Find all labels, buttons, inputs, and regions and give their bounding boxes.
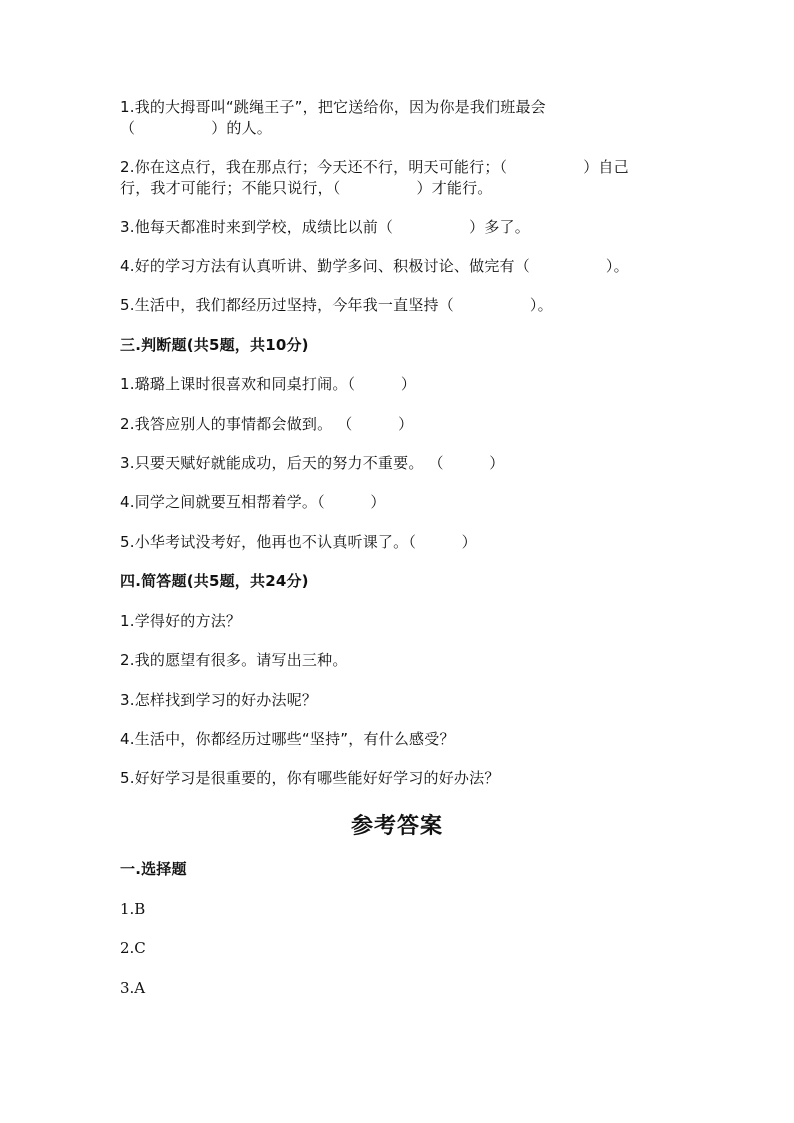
short-question-2: 2.我的愿望有很多。请写出三种。 [120, 651, 348, 669]
judge-question-5: 5.小华考试没考好，他再也不认真听课了。（ ） [120, 533, 477, 551]
short-question-1: 1.学得好的方法？ [120, 612, 242, 630]
fill-question-4: 4.好的学习方法有认真听讲、勤学多问、积极讨论、做完有（ ）。 [120, 257, 629, 275]
short-question-3: 3.怎样找到学习的好办法呢？ [120, 691, 318, 709]
judge-question-1: 1.璐璐上课时很喜欢和同桌打闹。（ ） [120, 375, 417, 393]
fill-question-3: 3.他每天都准时来到学校，成绩比以前（ ）多了。 [120, 218, 530, 236]
judge-question-3: 3.只要天赋好就能成功，后天的努力不重要。 （ ） [120, 454, 505, 472]
answer-item-2: 2.C [120, 939, 146, 957]
answer-item-3: 3.A [120, 979, 146, 997]
fill-question-2-line-1: 2.你在这点行，我在那点行；今天还不行，明天可能行；（ ）自己 [120, 158, 629, 176]
section-4-heading: 四.简答题(共5题，共24分) [120, 572, 309, 590]
judge-question-2: 2.我答应别人的事情都会做到。 （ ） [120, 415, 414, 433]
short-question-4: 4.生活中，你都经历过哪些“坚持”，有什么感受？ [120, 730, 455, 748]
judge-question-4: 4.同学之间就要互相帮着学。（ ） [120, 493, 386, 511]
answers-title: 参考答案 [350, 813, 443, 839]
fill-question-1-line-1: 1.我的大拇哥叫“跳绳王子”，把它送给你，因为你是我们班最会 [120, 98, 546, 116]
answer-item-1: 1.B [120, 900, 146, 918]
short-question-5: 5.好好学习是很重要的，你有哪些能好好学习的好办法？ [120, 769, 500, 787]
fill-question-5: 5.生活中，我们都经历过坚持，今年我一直坚持（ ）。 [120, 296, 553, 314]
answers-section-1-heading: 一.选择题 [120, 860, 187, 878]
section-3-heading: 三.判断题(共5题，共10分) [120, 336, 309, 354]
fill-question-1-line-2: （ ）的人。 [120, 119, 273, 137]
fill-question-2-line-2: 行，我才可能行；不能只说行，（ ）才能行。 [120, 179, 493, 197]
